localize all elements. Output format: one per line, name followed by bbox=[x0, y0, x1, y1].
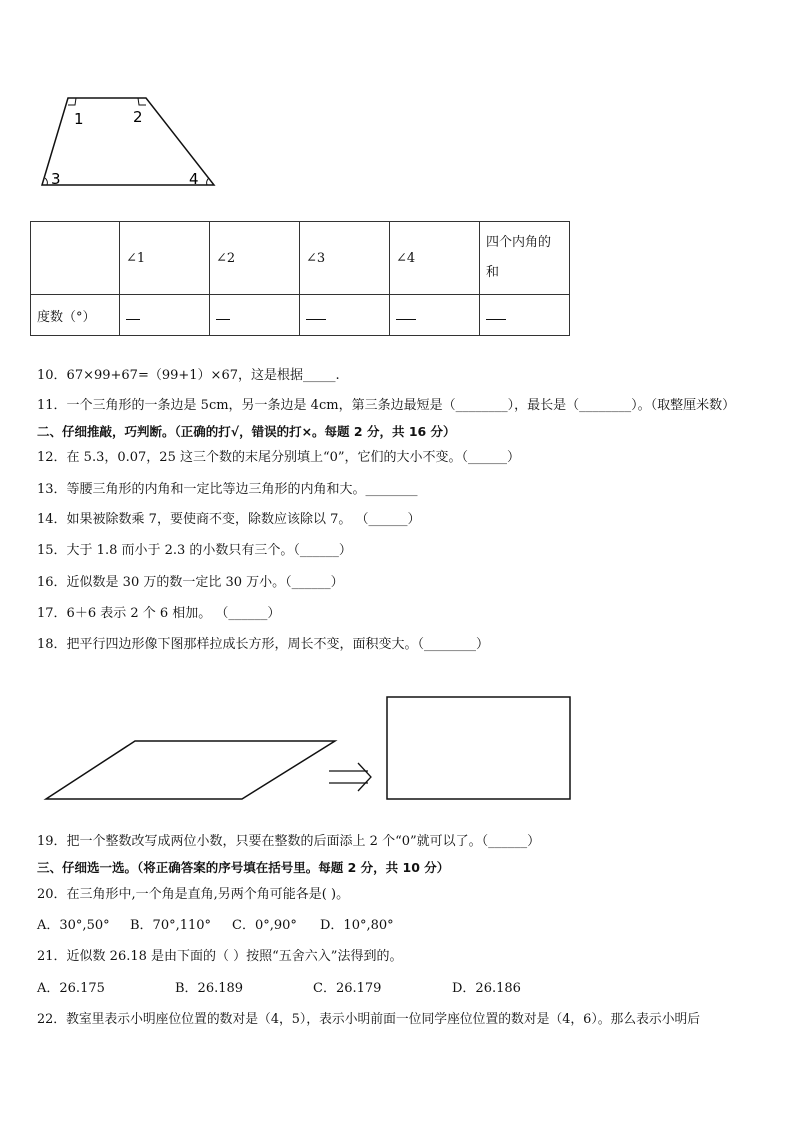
question-17: 17．6＋6 表示 2 个 6 相加。 （______） bbox=[37, 606, 281, 621]
q20-option-d[interactable]: D．10°,80° bbox=[320, 918, 394, 933]
question-18: 18．把平行四边形像下图那样拉成长方形，周长不变，面积变大。（________） bbox=[37, 637, 490, 652]
question-19: 19．把一个整数改写成两位小数，只要在整数的后面添上 2 个“0”就可以了。（______） bbox=[37, 834, 541, 849]
parallelogram-to-rectangle-figure bbox=[40, 693, 576, 805]
angle-label-1: 1 bbox=[74, 110, 84, 128]
header-angle-3: ∠3 bbox=[300, 222, 390, 295]
angle-label-4: 4 bbox=[189, 170, 199, 188]
double-arrow-icon bbox=[329, 763, 371, 791]
q21-option-c[interactable]: C．26.179 bbox=[313, 981, 382, 996]
q21-option-a[interactable]: A．26.175 bbox=[37, 981, 105, 996]
table-corner-cell bbox=[31, 222, 120, 295]
q20-option-c[interactable]: C．0°,90° bbox=[232, 918, 297, 933]
header-angle-4: ∠4 bbox=[390, 222, 480, 295]
angle-label-3: 3 bbox=[51, 170, 61, 188]
trapezoid-figure bbox=[38, 94, 220, 190]
header-angle-sum: 四个内角的和 bbox=[480, 222, 570, 295]
question-16: 16．近似数是 30 万的数一定比 30 万小。（______） bbox=[37, 575, 344, 590]
question-12: 12．在 5.3，0.07，25 这三个数的末尾分别填上“0”，它们的大小不变。（______） bbox=[37, 450, 521, 465]
parallelogram-shape bbox=[46, 741, 335, 799]
question-22: 22．教室里表示小明座位位置的数对是（4，5），表示小明前面一位同学座位位置的数对是（4，6）。那么表示小明后 bbox=[37, 1012, 701, 1027]
section-3-heading: 三、仔细选一选。（将正确答案的序号填在括号里。每题 2 分，共 10 分） bbox=[37, 860, 450, 875]
q20-option-a[interactable]: A．30°,50° bbox=[37, 918, 110, 933]
answer-cell-angle-4[interactable] bbox=[390, 295, 480, 336]
angle-label-2: 2 bbox=[133, 108, 143, 126]
question-21: 21．近似数 26.18 是由下面的（ ）按照“五舍六入”法得到的。 bbox=[37, 949, 403, 964]
question-10: 10．67×99+67=（99+1）×67，这是根据_____. bbox=[37, 368, 340, 383]
answer-cell-angle-2[interactable] bbox=[210, 295, 300, 336]
question-14: 14．如果被除数乘 7，要使商不变，除数应该除以 7。 （______） bbox=[37, 512, 421, 527]
answer-cell-angle-1[interactable] bbox=[120, 295, 210, 336]
header-angle-1: ∠1 bbox=[120, 222, 210, 295]
answer-cell-angle-3[interactable] bbox=[300, 295, 390, 336]
q20-option-b[interactable]: B．70°,110° bbox=[130, 918, 212, 933]
answer-cell-angle-sum[interactable] bbox=[480, 295, 570, 336]
question-20: 20．在三角形中,一个角是直角,另两个角可能各是( )。 bbox=[37, 887, 350, 902]
q21-option-d[interactable]: D．26.186 bbox=[452, 981, 521, 996]
rectangle-shape bbox=[387, 697, 570, 799]
question-15: 15．大于 1.8 而小于 2.3 的小数只有三个。（______） bbox=[37, 543, 352, 558]
section-2-heading: 二、仔细推敲，巧判断。（正确的打√，错误的打×。每题 2 分，共 16 分） bbox=[37, 424, 456, 439]
row-label-degree: 度数（°） bbox=[31, 295, 120, 336]
question-13: 13．等腰三角形的内角和一定比等边三角形的内角和大。________ bbox=[37, 482, 418, 497]
q21-option-b[interactable]: B．26.189 bbox=[175, 981, 244, 996]
header-angle-2: ∠2 bbox=[210, 222, 300, 295]
question-11: 11．一个三角形的一条边是 5cm，另一条边是 4cm，第三条边最短是（________），最长是（________）。（取整厘米数） bbox=[37, 398, 736, 413]
angle-table bbox=[30, 221, 570, 336]
